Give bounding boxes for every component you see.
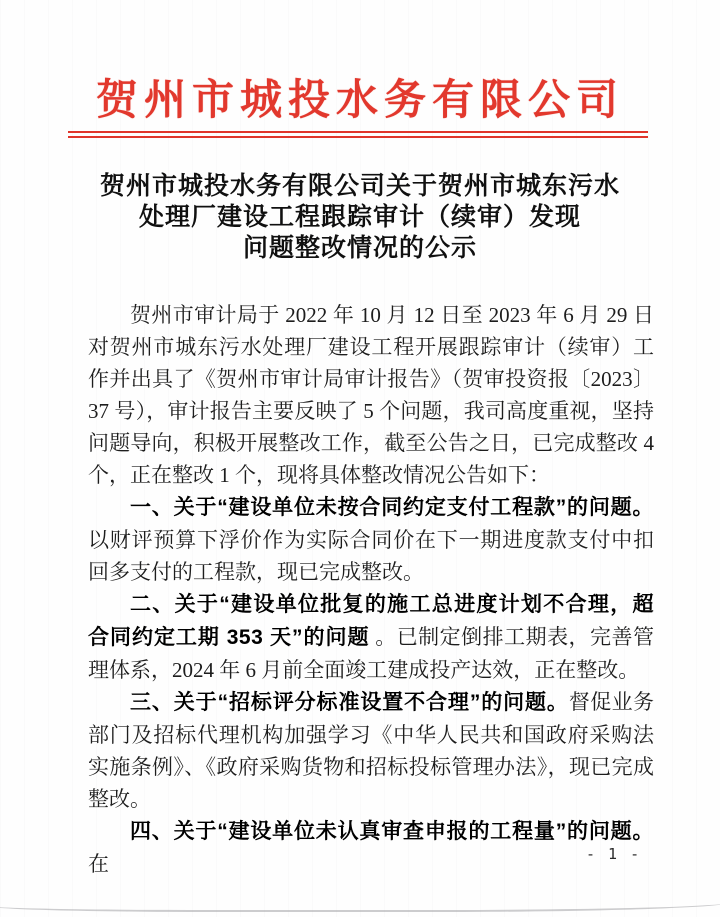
document-title <box>70 171 650 264</box>
issue-item-1-heading: 一、关于“建设单位未按合同约定支付工程款”的问题。 <box>130 496 654 519</box>
issue-item-1 <box>88 491 654 588</box>
document-title-line-1: 贺州市城投水务有限公司关于贺州市城东污水 <box>99 173 620 200</box>
issue-item-2-heading: 二、关于“建设单位批复的施工总进度计划不合理，超合同约定工期 353 天”的问题 <box>88 593 654 649</box>
document-title-line-2: 处理厂建设工程跟踪审计（续审）发现 <box>138 204 581 231</box>
issue-item-3 <box>88 686 654 815</box>
document-body <box>88 299 654 880</box>
page-number: - 1 - <box>586 845 642 863</box>
issue-item-4 <box>88 815 654 880</box>
intro-paragraph: 贺州市审计局于 2022 年 10 月 12 日至 2023 年 6 月 29 日对贺州市城东污水处理厂建设工程开展跟踪审计（续审）工作并出具了《贺州市审计局审计报告》（贺审投资报〔2023〕37 号），审计报告主要反映了 5 个问题，我司高度重视，坚持问题导向，积极开展整改工作，截至公告之日，已完成整改 4 个，正在整改 1 个，现将具体整改情况公告如下： <box>88 303 654 487</box>
issue-item-2-content: 。已制定倒排工期表，完善管理体系，2024 年 6 月前全面竣工建成投产达效，正在整改。 <box>88 625 654 682</box>
issue-item-2 <box>88 588 654 686</box>
issue-item-3-heading: 三、关于“招标评分标准设置不合理”的问题。 <box>130 691 569 714</box>
issue-item-4-heading: 四、关于“建设单位未认真审查申报的工程量”的问题。 <box>130 820 654 843</box>
document-title-line-3: 问题整改情况的公示 <box>242 235 477 262</box>
scan-page-edge-shadow <box>0 880 720 912</box>
issue-item-1-content: 以财评预算下浮价作为实际合同价在下一期进度款支付中扣回多支付的工程款，现已完成整改。 <box>88 528 654 584</box>
letterhead-company-name: 贺州市城投水务有限公司 <box>95 78 624 124</box>
issue-item-4-content: 在 <box>88 852 109 876</box>
letterhead-double-rule <box>68 131 648 138</box>
issue-item-3-content: 督促业务部门及招标代理机构加强学习《中华人民共和国政府采购法实施条例》、《政府采购货物和招标投标管理办法》，现已完成整改。 <box>88 690 654 811</box>
